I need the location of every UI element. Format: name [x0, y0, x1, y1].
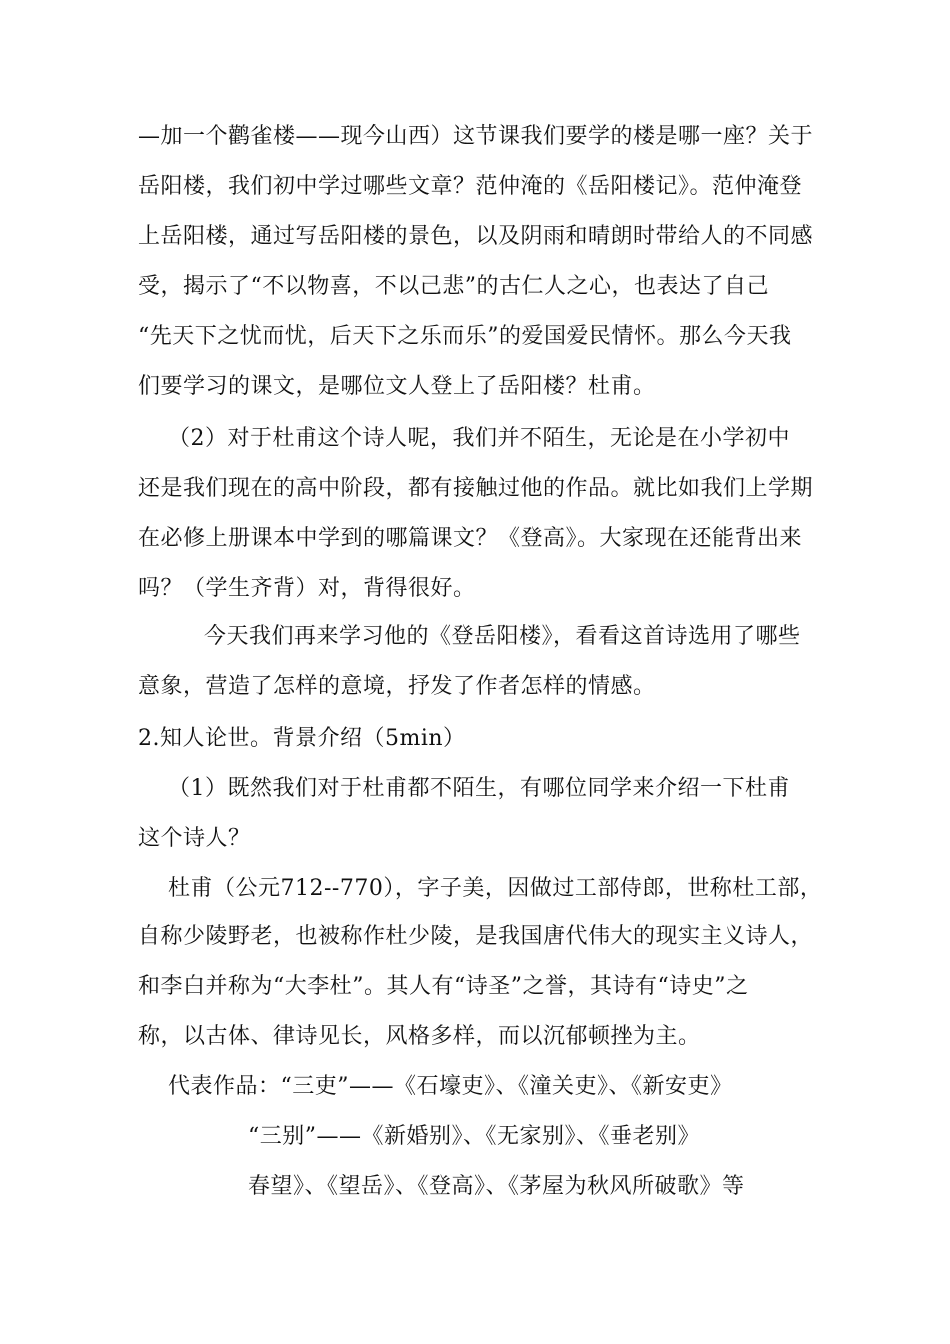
text-line: 们要学习的课文，是哪位文人登上了岳阳楼？杜甫。: [138, 374, 656, 399]
paragraph-start: 今天我们再来学习他的《登岳阳楼》，看看这首诗选用了哪些: [204, 624, 801, 649]
text-line: 还是我们现在的高中阶段，都有接触过他的作品。就比如我们上学期: [138, 476, 814, 501]
text-line: —加一个鹳雀楼——现今山西）这节课我们要学的楼是哪一座？关于: [138, 124, 814, 149]
text-line: 在必修上册课本中学到的哪篇课文？《登高》。大家现在还能背出来: [138, 526, 803, 551]
text-line: “先天下之忧而忧，后天下之乐而乐”的爱国爱民情怀。那么今天我: [138, 324, 792, 349]
text-line: 岳阳楼，我们初中学过哪些文章？范仲淹的《岳阳楼记》。范仲淹登: [138, 174, 803, 199]
text-line: 意象，营造了怎样的意境，抒发了作者怎样的情感。: [138, 674, 656, 699]
works-line: 代表作品：“三吏”——《石壕吏》、《潼关吏》、《新安吏》: [168, 1074, 733, 1099]
works-line: 春望》、《望岳》、《登高》、《茅屋为秋风所破歌》等: [248, 1174, 745, 1199]
text-line: 和李白并称为“大李杜”。其人有“诗圣”之誉，其诗有“诗史”之: [138, 974, 749, 999]
text-line: 称，以古体、律诗见长，风格多样，而以沉郁顿挫为主。: [138, 1024, 701, 1049]
section-heading: 2.知人论世。背景介绍（5min）: [138, 726, 466, 751]
text-line: 吗？（学生齐背）对，背得很好。: [138, 576, 476, 601]
text-line: 上岳阳楼，通过写岳阳楼的景色，以及阴雨和晴朗时带给人的不同感: [138, 224, 814, 249]
text-line: 受，揭示了“不以物喜，不以己悲”的古仁人之心，也表达了自己: [138, 274, 769, 299]
paragraph-start: 杜甫（公元712--770），字子美，因做过工部侍郎，世称杜工部，: [168, 876, 823, 901]
text-line: 这个诗人？: [138, 826, 251, 851]
paragraph-1-start: （1）既然我们对于杜甫都不陌生，有哪位同学来介绍一下杜甫: [168, 776, 790, 801]
works-line: “三别”——《新婚别》、《无家别》、《垂老别》: [248, 1124, 700, 1149]
text-line: 自称少陵野老，也被称作杜少陵，是我国唐代伟大的现实主义诗人，: [138, 924, 814, 949]
paragraph-2-start: （2）对于杜甫这个诗人呢，我们并不陌生，无论是在小学初中: [168, 426, 790, 451]
